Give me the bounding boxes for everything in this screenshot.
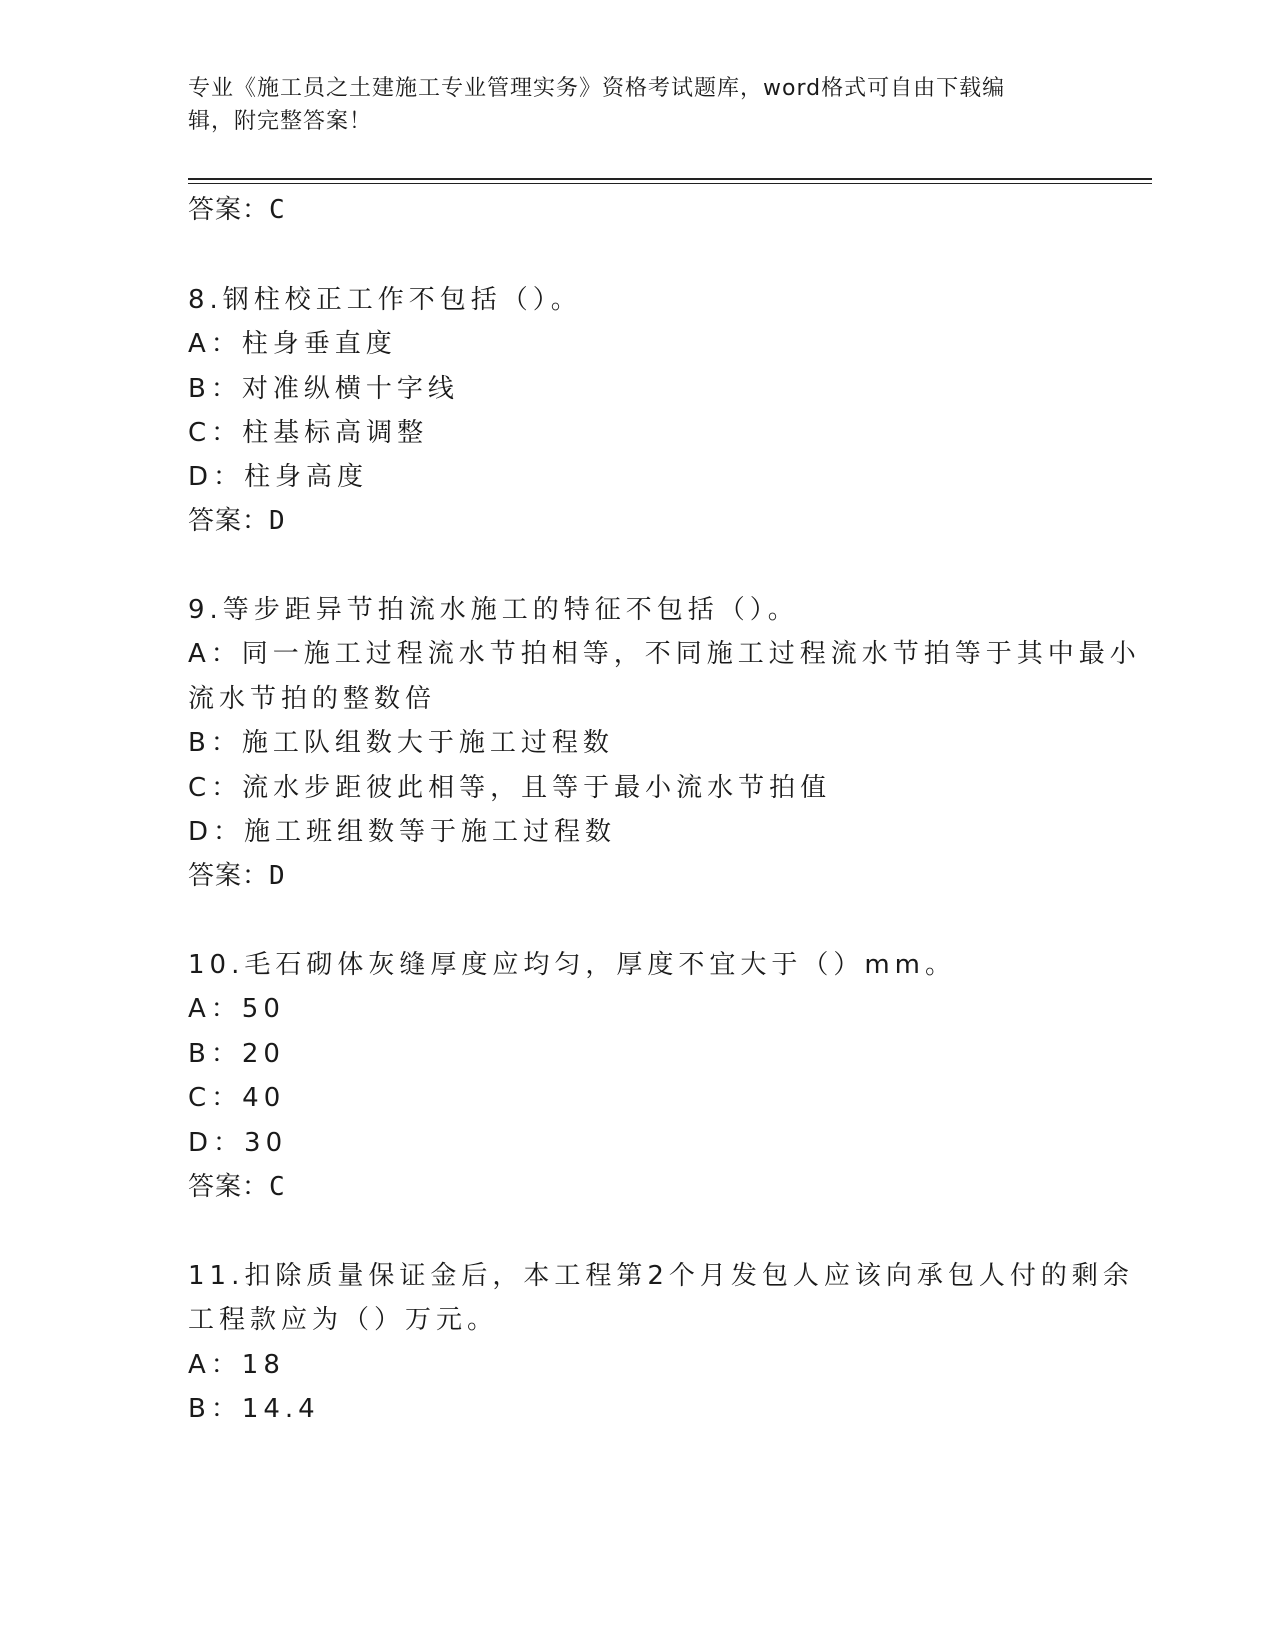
question-8-answer xyxy=(188,503,286,539)
question-9-option-d: D：施工班组数等于施工过程数 xyxy=(188,817,617,847)
previous-answer xyxy=(188,192,286,228)
question-9-option-a: A：同一施工过程流水节拍相等，不同施工过程流水节拍等于其中最小 xyxy=(188,639,1141,669)
answer-value: C xyxy=(269,195,286,225)
answer-value: D xyxy=(269,861,286,891)
answer-value: D xyxy=(269,506,286,536)
question-9-answer xyxy=(188,858,286,894)
question-11-option-b: B：14.4 xyxy=(188,1394,320,1424)
question-8-stem: 8.钢柱校正工作不包括（）。 xyxy=(188,285,582,315)
question-10-option-b: B：20 xyxy=(188,1039,285,1069)
question-10-option-a: A：50 xyxy=(188,994,285,1024)
question-8-option-c: C：柱基标高调整 xyxy=(188,418,429,448)
question-8-option-d: D：柱身高度 xyxy=(188,462,369,492)
question-11-option-a: A：18 xyxy=(188,1350,285,1380)
question-9-stem: 9.等步距异节拍流水施工的特征不包括（）。 xyxy=(188,595,799,625)
header-divider-thick xyxy=(188,178,1152,180)
document-header xyxy=(188,72,1068,138)
question-9-option-b: B：施工队组数大于施工过程数 xyxy=(188,728,614,758)
question-10-option-c: C：40 xyxy=(188,1083,286,1113)
question-10-stem: 10.毛石砌体灰缝厚度应均匀，厚度不宜大于（）mm。 xyxy=(188,950,957,980)
header-divider-thin xyxy=(188,183,1152,184)
question-11-stem: 11.扣除质量保证金后，本工程第2个月发包人应该向承包人付的剩余 xyxy=(188,1261,1134,1291)
answer-value: C xyxy=(269,1172,286,1202)
question-8-option-b: B：对准纵横十字线 xyxy=(188,374,459,404)
question-9-option-c: C：流水步距彼此相等，且等于最小流水节拍值 xyxy=(188,773,832,803)
question-11-stem-cont: 工程款应为（）万元。 xyxy=(188,1305,499,1335)
question-10-answer xyxy=(188,1169,286,1205)
question-8-option-a: A：柱身垂直度 xyxy=(188,329,397,359)
header-line-1: 专业《施工员之土建施工专业管理实务》资格考试题库，word格式可自由下载编 xyxy=(188,76,1006,101)
question-10-option-d: D：30 xyxy=(188,1128,288,1158)
answer-label: 答案： xyxy=(188,861,270,891)
answer-label: 答案： xyxy=(188,195,270,225)
header-line-2: 辑，附完整答案！ xyxy=(188,109,373,134)
answer-label: 答案： xyxy=(188,506,270,536)
question-9-option-a-cont: 流水节拍的整数倍 xyxy=(188,684,437,714)
answer-label: 答案： xyxy=(188,1172,270,1202)
